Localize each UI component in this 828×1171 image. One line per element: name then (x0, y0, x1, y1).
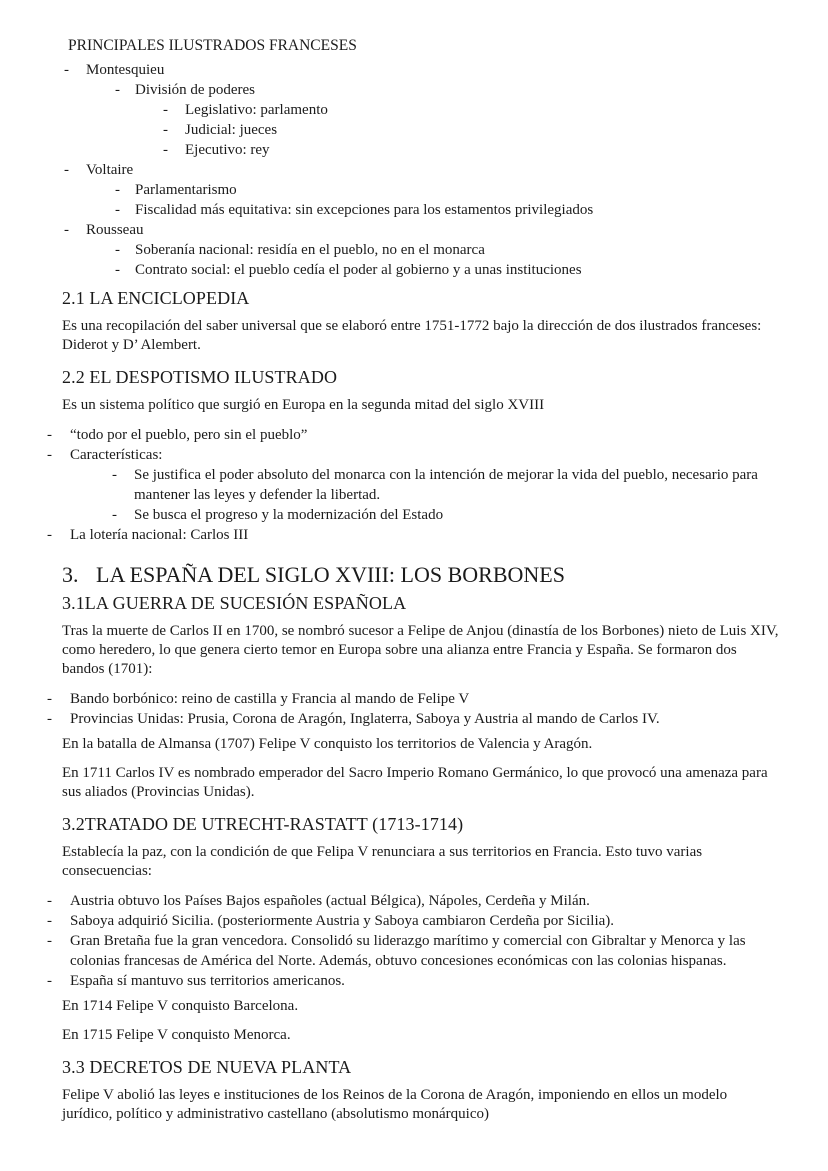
bullet-marker: - (47, 913, 52, 929)
list-item (47, 160, 780, 180)
list-item (47, 260, 780, 280)
heading-utrecht: 3.2TRATADO DE UTRECHT-RASTATT (1713-1714) (62, 814, 464, 834)
list-item (47, 931, 780, 971)
chapter-title: LA ESPAÑA DEL SIGLO XVIII: LOS BORBONES (96, 562, 565, 587)
list-item-text: Austria obtuvo los Países Bajos españoles (actual Bélgica), Nápoles, Cerdeña y Milán. (70, 893, 590, 909)
bullet-marker: - (163, 122, 168, 138)
list-item (47, 425, 780, 445)
list-item-text: Ejecutivo: rey (185, 142, 270, 158)
list-item (47, 180, 780, 200)
heading-despotismo: 2.2 EL DESPOTISMO ILUSTRADO (62, 367, 338, 387)
paragraph-1711: En 1711 Carlos IV es nombrado emperador del Sacro Imperio Romano Germánico, lo que provocó una amenaza para sus aliados (Provincias Unidas). (62, 765, 768, 800)
list-item-text: Judicial: jueces (185, 122, 278, 138)
consecuencias-list (47, 891, 780, 991)
heading-nueva-planta: 3.3 DECRETOS DE NUEVA PLANTA (62, 1057, 352, 1077)
list-item-text: Soberanía nacional: residía en el pueblo, no en el monarca (135, 242, 485, 258)
list-item (47, 140, 780, 160)
bullet-marker: - (47, 711, 52, 727)
bullet-marker: - (115, 202, 120, 218)
list-item (47, 891, 780, 911)
list-item-text: Fiscalidad más equitativa: sin excepciones para los estamentos privilegiados (135, 202, 594, 218)
list-item-text: Se busca el progreso y la modernización del Estado (134, 507, 444, 523)
paragraph-despotismo-intro: Es un sistema político que surgió en Europa en la segunda mitad del siglo XVIII (62, 397, 545, 413)
list-item (47, 971, 780, 991)
list-item-text: Saboya adquirió Sicilia. (posteriormente Austria y Saboya cambiaron Cerdeña por Sicilia). (70, 913, 615, 929)
list-item-text: Bando borbónico: reino de castilla y Francia al mando de Felipe V (70, 691, 470, 707)
list-item (47, 709, 780, 729)
list-item (47, 445, 780, 465)
bullet-marker: - (115, 262, 120, 278)
list-item-text: Voltaire (86, 162, 134, 178)
list-item-text: Parlamentarismo (135, 182, 237, 198)
list-item (47, 505, 780, 525)
paragraph-1714: En 1714 Felipe V conquisto Barcelona. (62, 998, 299, 1014)
paragraph-enciclopedia: Es una recopilación del saber universal que se elaboró entre 1751-1772 bajo la dirección de dos ilustrados franceses: Diderot y D’ Alembert. (62, 318, 762, 353)
list-item-text: División de poderes (135, 82, 255, 98)
bandos-list (47, 689, 780, 729)
paragraph-nueva-planta: Felipe V abolió las leyes e instituciones de los Reinos de la Corona de Aragón, imponiendo en ellos un modelo jurídico, político y administrativo castellano (absolutismo monárquico) (62, 1087, 728, 1122)
chapter-number: 3. (62, 562, 79, 587)
despotismo-list (47, 425, 780, 545)
bullet-marker: - (47, 893, 52, 909)
bullet-marker: - (163, 142, 168, 158)
list-item (47, 80, 780, 100)
bullet-marker: - (163, 102, 168, 118)
bullet-marker: - (64, 162, 69, 178)
paragraph-utrecht-intro: Establecía la paz, con la condición de que Felipa V renunciara a sus territorios en Francia. Esto tuvo varias consecuencias: (62, 844, 703, 879)
list-item-text: España sí mantuvo sus territorios americanos. (70, 973, 345, 989)
paragraph-guerra-intro: Tras la muerte de Carlos II en 1700, se nombró sucesor a Felipe de Anjou (dinastía de los Borbones) nieto de Luis XIV, como heredero, lo que genera cierto temor en Europa sobre una alianza entre Francia y España. Se formaron dos bandos (1701): (62, 623, 779, 677)
doc-title: PRINCIPALES ILUSTRADOS FRANCESES (68, 37, 357, 54)
bullet-marker: - (64, 222, 69, 238)
bullet-marker: - (112, 507, 117, 523)
list-item (47, 60, 780, 80)
bullet-marker: - (64, 62, 69, 78)
heading-enciclopedia: 2.1 LA ENCICLOPEDIA (62, 288, 250, 308)
list-item (47, 100, 780, 120)
list-item (47, 120, 780, 140)
heading-guerra-sucesion: 3.1LA GUERRA DE SUCESIÓN ESPAÑOLA (62, 593, 407, 613)
list-item-text: Gran Bretaña fue la gran vencedora. Consolidó su liderazgo marítimo y comercial con Gibraltar y Menorca y las colonias francesas de América del Norte. Además, obtuvo concesiones económicas con las colonias hispanas. (70, 933, 746, 969)
list-item-text: La lotería nacional: Carlos III (70, 527, 249, 543)
bullet-marker: - (47, 427, 52, 443)
list-item (47, 525, 780, 545)
list-item-text: Características: (70, 447, 163, 463)
bullet-marker: - (47, 933, 52, 949)
bullet-marker: - (47, 447, 52, 463)
bullet-marker: - (115, 182, 120, 198)
ilustrados-list (47, 60, 780, 280)
list-item (47, 689, 780, 709)
paragraph-almansa: En la batalla de Almansa (1707) Felipe V conquisto los territorios de Valencia y Aragón. (62, 736, 593, 752)
list-item-text: Montesquieu (86, 62, 165, 78)
list-item-text: Provincias Unidas: Prusia, Corona de Aragón, Inglaterra, Saboya y Austria al mando de Carlos IV. (70, 711, 660, 727)
list-item-text: Legislativo: parlamento (185, 102, 328, 118)
list-item (47, 220, 780, 240)
list-item (47, 240, 780, 260)
list-item (47, 465, 780, 505)
bullet-marker: - (47, 527, 52, 543)
list-item (47, 911, 780, 931)
paragraph-1715: En 1715 Felipe V conquisto Menorca. (62, 1027, 291, 1043)
list-item-text: Se justifica el poder absoluto del monarca con la intención de mejorar la vida del pueblo, necesario para mantener las leyes y defender la libertad. (134, 467, 758, 503)
bullet-marker: - (112, 467, 117, 483)
list-item (47, 200, 780, 220)
bullet-marker: - (47, 973, 52, 989)
list-item-text: Rousseau (86, 222, 144, 238)
list-item-text: “todo por el pueblo, pero sin el pueblo” (70, 427, 308, 443)
bullet-marker: - (115, 82, 120, 98)
list-item-text: Contrato social: el pueblo cedía el poder al gobierno y a unas instituciones (135, 262, 582, 278)
bullet-marker: - (115, 242, 120, 258)
bullet-marker: - (47, 691, 52, 707)
chapter-heading-espana (62, 560, 780, 590)
